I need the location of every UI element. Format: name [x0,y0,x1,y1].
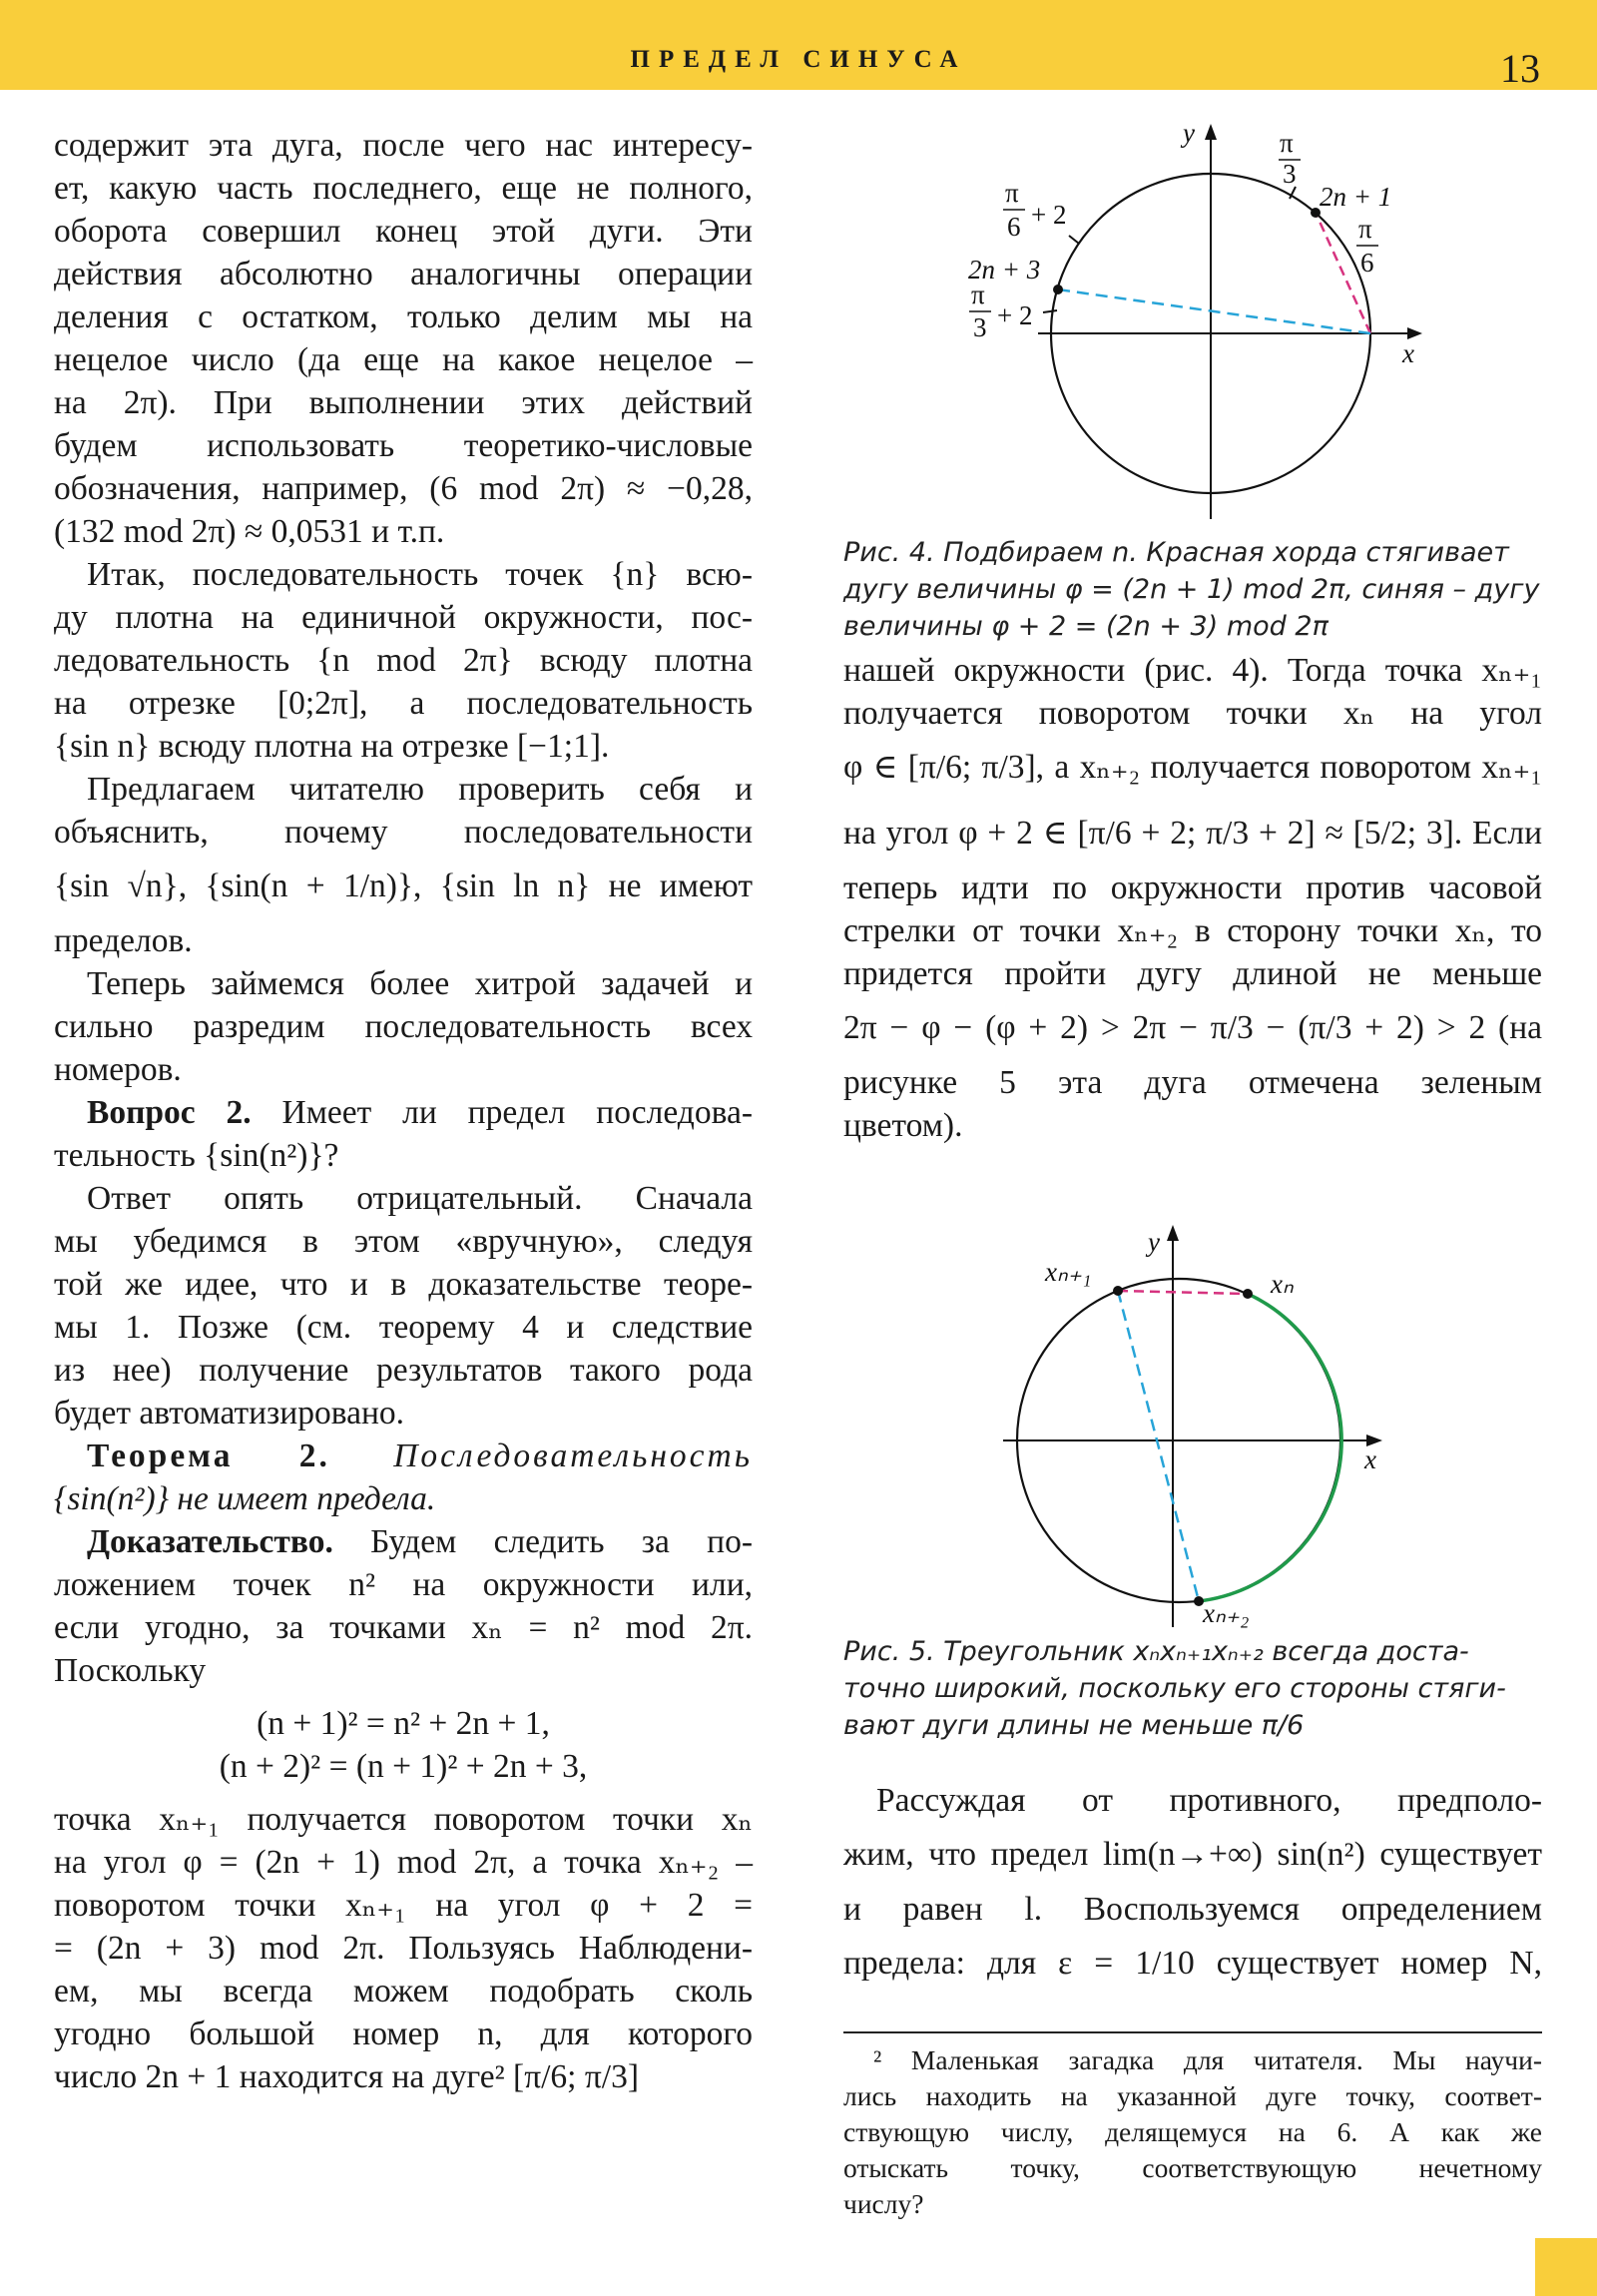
y-axis-arrow [1205,124,1217,140]
footnote-line: ствующую числу, делящемуся на 6. А как же [843,2116,1542,2147]
footnote-line: отыскать точку, соответствующую нечетному [843,2152,1542,2183]
proof-text: Будем следить за по- [370,1523,754,1560]
text-line: той же идее, что и в доказательстве теоре- [54,1266,753,1303]
text-line: теперь идти по окружности против часовой [843,869,1542,906]
text-line: ем, мы всегда можем подобрать сколь [54,1973,753,2009]
text-line: сильно разредим последовательность всех [54,1008,753,1045]
tick-pi-6-plus-2 [1069,236,1079,244]
caption-line: вают дуги длины не меньше π/6 [843,1710,1305,1741]
figure-5-caption [843,1633,1542,1744]
text-line: = (2n + 3) mod 2π. Пользуясь Наблюдени- [54,1930,753,1967]
green-arc [1199,1294,1341,1601]
figure-4-caption [843,534,1542,645]
text-line: объяснить, почему последовательности [54,814,753,851]
caption-line: точно широкий, поскольку его стороны стяги- [843,1673,1506,1704]
tick-pi-3-plus-2 [1043,310,1057,312]
footnote-line: числу? [843,2188,924,2219]
text-line: получается поворотом точки xₙ на угол [843,695,1542,732]
text-line: придется пройти дугу длиной не меньше [843,955,1542,992]
formula-line: (n + 2)² = (n + 1)² + 2n + 3, [219,1748,588,1785]
question-label: Вопрос 2. [87,1094,252,1131]
text-line: {sin n} всюду плотна на отрезке [−1;1]. [54,728,610,765]
point-2n-plus-3 [1053,285,1063,294]
label-x-n1: xₙ₊₁ [1045,1257,1092,1287]
text-line: поворотом точки xₙ₊₁ на угол φ + 2 = [54,1887,753,1924]
label-plus-two: + 2 [1031,200,1067,230]
label-pi: π [1280,128,1294,158]
label-y: y [1148,1227,1160,1257]
footnote-divider [843,2031,1542,2033]
footnote [843,2042,1542,2222]
text-line: мы 1. Позже (см. теорему 4 и следствие [54,1309,753,1346]
figure-4-circle-diagram [843,120,1542,519]
theorem-label: Теорема 2. [87,1437,330,1474]
caption-line: Рис. 4. Подбираем n. Красная хорда стягивает [843,537,1509,568]
footnote-line: лись находить на указанной дуге точку, соответ- [843,2080,1542,2111]
label-three: 3 [973,312,987,342]
text-line: ет, какую часть последнего, еще не полного, [54,170,753,207]
right-column [843,649,1542,1147]
text-line: мы убедимся в этом «вручную», следуя [54,1223,753,1260]
text-line: будем использовать теоретико-числовые [54,427,753,464]
text-line: жим, что предел lim(n→+∞) sin(n²) существует [843,1836,1542,1873]
theorem-text: Последовательность [393,1437,753,1474]
caption-line: дугу величины φ = (2n + 1) mod 2π, синяя – дугу [843,574,1540,605]
text-line: на угол φ + 2 ∈ [π/6 + 2; π/3 + 2] ≈ [5/2; 3]. Если [843,815,1542,852]
text-line: стрелки от точки xₙ₊₂ в сторону точки xₙ, то [843,912,1542,949]
text-line: тельность {sin(n²)}? [54,1137,339,1174]
text-line: и равен l. Воспользуемся определением [843,1891,1542,1928]
text-line: деления с остатком, только делим мы на [54,298,753,335]
proof-label: Доказательство. [87,1523,333,1560]
label-pi: π [1358,214,1372,244]
label-2n-plus-1: 2n + 1 [1320,182,1392,212]
text-line [54,1091,753,1134]
text-line: действия абсолютно аналогичны операции [54,256,753,292]
text-line [54,1435,753,1477]
text-line: цветом). [843,1107,963,1144]
text-line: оборота совершил конец этой дуги. Эти [54,213,753,250]
text-line: обозначения, например, (6 mod 2π) ≈ −0,28, [54,470,753,507]
caption-line: величины φ + 2 = (2n + 3) mod 2π [843,611,1329,642]
text-line: на отрезке [0;2π], а последовательность [54,685,753,722]
label-x: x [1364,1444,1376,1474]
label-pi: π [1005,178,1019,208]
text-line: угодно большой номер n, для которого [54,2015,753,2052]
text-line: Поскольку [54,1652,207,1689]
figure-5-circle-diagram [843,1213,1542,1632]
label-plus-two: + 2 [997,300,1033,330]
text-line: нашей окружности (рис. 4). Тогда точка xₙ₊₁ [843,652,1542,689]
footnote-line: ² Маленькая загадка для читателя. Мы научи- [873,2044,1542,2075]
text-line: ложением точек n² на окружности или, [54,1566,753,1603]
label-2n-plus-3: 2n + 3 [968,255,1041,285]
text-line: пределов. [54,922,193,959]
label-six: 6 [1360,248,1374,278]
label-three: 3 [1283,159,1297,189]
text-line: {sin √n}, {sin(n + 1/n)}, {sin ln n} не имеют [54,867,753,904]
text-line: 2π − φ − (φ + 2) > 2π − π/3 − (π/3 + 2) > 2 (на [843,1009,1542,1046]
blue-chord [1058,289,1370,333]
text-line: будет автоматизировано. [54,1395,404,1432]
text-line: φ ∈ [π/6; π/3], а xₙ₊₂ получается поворотом xₙ₊₁ [843,749,1542,786]
text-line: если угодно, за точками xₙ = n² mod 2π. [54,1609,753,1646]
text-line: из нее) получение результатов такого рода [54,1352,753,1389]
text-line: Рассуждая от противного, предполо- [876,1782,1542,1819]
text-line: ледовательность {n mod 2π} всюду плотна [54,642,753,679]
question-text: Имеет ли предел последова- [281,1094,753,1131]
text-line: номеров. [54,1051,182,1088]
right-column-end [843,1779,1542,1997]
caption-line: Рис. 5. Треугольник xₙxₙ₊₁xₙ₊₂ всегда доста- [843,1636,1469,1667]
text-line: рисунке 5 эта дуга отмечена зеленым [843,1064,1542,1101]
text-line: на угол φ = (2n + 1) mod 2π, а точка xₙ₊₂ – [54,1844,753,1881]
point-x-n1 [1113,1286,1123,1296]
text-line: {sin(n²)} не имеет предела. [54,1480,436,1517]
page-number: 13 [1500,46,1540,91]
text-line: предела: для ε = 1/10 существует номер N, [843,1945,1542,1982]
label-x-n: xₙ [1271,1269,1294,1299]
y-axis-arrow [1167,1225,1179,1241]
red-chord [1118,1291,1248,1294]
text-line: точка xₙ₊₁ получается поворотом точки xₙ [54,1801,753,1838]
text-line: Итак, последовательность точек {n} всю- [87,556,753,593]
text-line: (132 mod 2π) ≈ 0,0531 и т.п. [54,513,445,550]
text-line: содержит эта дуга, после чего нас интересу- [54,127,753,164]
point-x-n [1243,1289,1253,1299]
text-line: ду плотна на единичной окружности, пос- [54,599,753,636]
left-column [54,124,753,2098]
label-y: y [1183,120,1195,148]
header-band [0,0,1597,90]
running-title: ПРЕДЕЛ СИНУСА [630,46,967,73]
label-six: 6 [1007,212,1021,242]
text-line [54,1520,753,1563]
text-line: нецелое число (да еще на какое нецелое – [54,341,753,378]
text-line: Предлагаем читателю проверить себя и [87,771,753,808]
formula-line: (n + 1)² = n² + 2n + 1, [257,1705,550,1742]
text-line: число 2n + 1 находится на дуге² [π/6; π/3] [54,2058,639,2095]
text-line: на 2π). При выполнении этих действий [54,384,753,421]
label-x: x [1402,338,1414,368]
text-line: Теперь займемся более хитрой задачей и [87,965,753,1002]
corner-tab [1535,2238,1597,2296]
label-x-n2: xₙ₊₂ [1203,1598,1250,1628]
text-line: Ответ опять отрицательный. Сначала [87,1180,753,1217]
label-pi: π [971,280,985,309]
blue-chord [1118,1291,1199,1601]
